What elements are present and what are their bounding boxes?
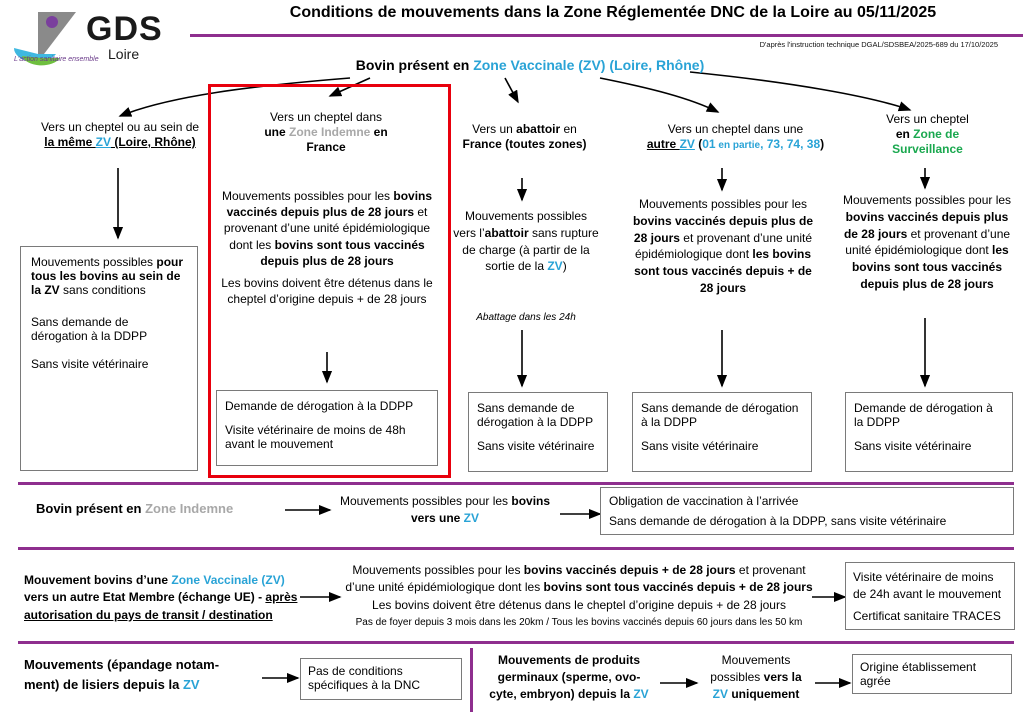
branch-5-footer-2: Sans visite vétérinaire bbox=[854, 439, 972, 453]
section3-right bbox=[845, 562, 1015, 630]
branch-4-footer-1: Sans demande de dérogation à la DDPP bbox=[641, 401, 799, 429]
branch-3-footer-2: Sans visite vétérinaire bbox=[477, 439, 595, 453]
section3-right-2: de 24h avant le mouvement bbox=[853, 587, 1002, 602]
section2-right-2: Sans demande de dérogation à la DDPP, sans visite vétérinaire bbox=[609, 514, 947, 528]
section4-left-box bbox=[300, 658, 462, 700]
section3-left-3: autorisation du pays de transit / destination bbox=[24, 607, 273, 622]
branch-1-heading-line-1: Vers un cheptel ou au sein de bbox=[40, 120, 200, 134]
branch-2-heading-line-1: Vers un cheptel dans bbox=[269, 110, 383, 124]
section3-left: Mouvement bovins d’une Zone Vaccinale (ZV) vers un autre Etat Membre (échange UE) - après autorisation du pays de transit / destination bbox=[24, 573, 298, 622]
logo bbox=[8, 8, 198, 68]
section4-right-2: agrée bbox=[860, 674, 891, 688]
section4-left-1: Mouvements (épandage notam- bbox=[24, 657, 220, 672]
branch-4-heading-line-1: Vers un cheptel dans une bbox=[667, 122, 804, 136]
section-divider-1 bbox=[18, 482, 1014, 485]
section-divider-2 bbox=[18, 547, 1014, 550]
section4-mid2: Mouvements possibles vers la ZV uniquement bbox=[697, 652, 815, 702]
branch-1-body-3: Sans visite vétérinaire bbox=[31, 357, 149, 371]
section4-left-box-1: Pas de conditions bbox=[308, 664, 403, 678]
root-prefix: Bovin présent en bbox=[355, 57, 474, 73]
section3-middle-note: Pas de foyer depuis 3 mois dans les 20km / Tous les bovins vaccinés depuis 60 jours dans les 50 km bbox=[355, 617, 803, 629]
section4-mid-1: Mouvements de produits bbox=[497, 653, 640, 667]
branch-2-heading-line-3: France bbox=[306, 140, 346, 154]
branch-3-footer bbox=[468, 392, 608, 472]
section4-mid-2: germinaux (sperme, ovo- bbox=[497, 669, 641, 684]
branch-3-heading: Vers un abattoir en France (toutes zones) bbox=[462, 122, 587, 151]
logo-text: GDS bbox=[86, 10, 163, 48]
branch-5-body: Mouvements possibles pour les bovins vaccinés depuis plus de 28 jours et provenant d’une unité épidémiologique dont les bovins sont tous vaccinés depuis plus de 28 jours bbox=[842, 193, 1012, 291]
section4-mid: Mouvements de produits germinaux (sperme, ovo- cyte, embryon) depuis la ZV bbox=[489, 653, 649, 701]
branch-4-footer bbox=[632, 392, 812, 472]
branch-5-heading: Vers un cheptel en Zone de Surveillance bbox=[845, 112, 1010, 157]
section3-middle-3: Les bovins doivent être détenus dans le cheptel d’origine depuis + de 28 jours bbox=[372, 597, 786, 612]
branch-5-heading-line-3: Surveillance bbox=[892, 142, 963, 156]
section3-right-3: Certificat sanitaire TRACES bbox=[853, 608, 1001, 623]
page-title: Conditions de mouvements dans la Zone Réglementée DNC de la Loire au 05/11/2025 bbox=[289, 4, 937, 21]
section4-mid2-1: Mouvements bbox=[721, 653, 791, 667]
branch-1-body: Mouvements possibles pour tous les bovins au sein de la ZV sans conditions Sans demande de dérogation à la DDPP Sans visite vétérinaire bbox=[20, 246, 198, 471]
section3-right-1: Visite vétérinaire de moins bbox=[853, 570, 994, 584]
branch-5-footer bbox=[845, 392, 1013, 472]
branch-4-heading: Vers un cheptel dans une autre ZV (01 en partie, 73, 74, 38) bbox=[638, 122, 833, 153]
section-divider-3 bbox=[18, 641, 1014, 644]
branch-3-note: Abattage dans les 24h bbox=[476, 312, 576, 323]
branch-2-footer-2: Visite vétérinaire de moins de 48h avant le mouvement bbox=[225, 423, 406, 451]
section2-middle: Mouvements possibles pour les bovins vers une ZV bbox=[339, 494, 551, 525]
branch-2-heading: Vers un cheptel dans une Zone Indemne en France bbox=[226, 110, 426, 155]
section4-right bbox=[852, 654, 1012, 694]
root-node bbox=[330, 57, 730, 73]
branch-2-body: Mouvements possibles pour les bovins vaccinés depuis plus de 28 jours et provenant d’une unité épidémiologique dont les bovins sont tous vaccinés depuis plus de 28 jours Les bovins doivent être détenus dans le cheptel d’origine depuis + de 28 jours bbox=[221, 189, 433, 307]
root-zone: Zone Vaccinale (ZV) (Loire, Rhône) bbox=[473, 57, 705, 73]
section3-middle: Mouvements possibles pour les bovins vaccinés depuis + de 28 jours et provenant d’une unité épidémiologique dont les bovins sont tous vaccinés depuis + de 28 jours Les bovins doivent être détenus dans le cheptel d’origine depuis + de 28 jours Pas de foyer depuis 3 mois dans les 20km / Tous les bovins vaccinés depuis 60 jours dans les 50 km bbox=[330, 562, 828, 631]
section4-left-box-2: spécifiques à la DNC bbox=[308, 678, 421, 692]
section2-right-1: Obligation de vaccination à l’arrivée bbox=[609, 494, 799, 508]
section4-right-1: Origine établissement bbox=[860, 660, 977, 674]
branch-3-heading-line-2: France (toutes zones) bbox=[462, 137, 587, 151]
branch-1-heading: Vers un cheptel ou au sein de la même ZV (Loire, Rhône) bbox=[20, 120, 220, 150]
branch-5-footer-1: Demande de dérogation à la DDPP bbox=[854, 401, 993, 429]
branch-4-body: Mouvements possibles pour les bovins vaccinés depuis plus de 28 jours et provenant d’une unité épidémiologique dont les bovins sont tous vaccinés depuis + de 28 jours bbox=[632, 197, 814, 295]
logo-tagline: L'action sanitaire ensemble bbox=[14, 56, 99, 63]
section2-right bbox=[600, 487, 1014, 535]
branch-3-body: Mouvements possibles vers l’abattoir sans rupture de charge (à partir de la sortie de la ZV) bbox=[453, 209, 599, 274]
section2-left bbox=[36, 501, 286, 516]
title-divider bbox=[190, 34, 1023, 37]
source-note: D'après l'instruction technique DGAL/SDSBEA/2025-689 du 17/10/2025 bbox=[759, 40, 998, 49]
branch-3-footer-1: Sans demande de dérogation à la DDPP bbox=[477, 401, 594, 429]
branch-2-footer bbox=[216, 390, 438, 466]
section2-left-zone: Zone Indemne bbox=[145, 501, 234, 516]
branch-2-footer-1: Demande de dérogation à la DDPP bbox=[225, 399, 414, 413]
logo-region: Loire bbox=[108, 46, 140, 62]
branch-5-heading-line-1: Vers un cheptel bbox=[886, 112, 969, 126]
branch-1-body-2: Sans demande de dérogation à la DDPP bbox=[31, 315, 148, 343]
section2-left-prefix: Bovin présent en bbox=[36, 501, 146, 516]
section4-left: Mouvements (épandage notam- ment) de lisiers depuis la ZV bbox=[24, 657, 220, 692]
branch-4-footer-2: Sans visite vétérinaire bbox=[641, 439, 759, 453]
section4-vertical-divider bbox=[470, 648, 473, 712]
